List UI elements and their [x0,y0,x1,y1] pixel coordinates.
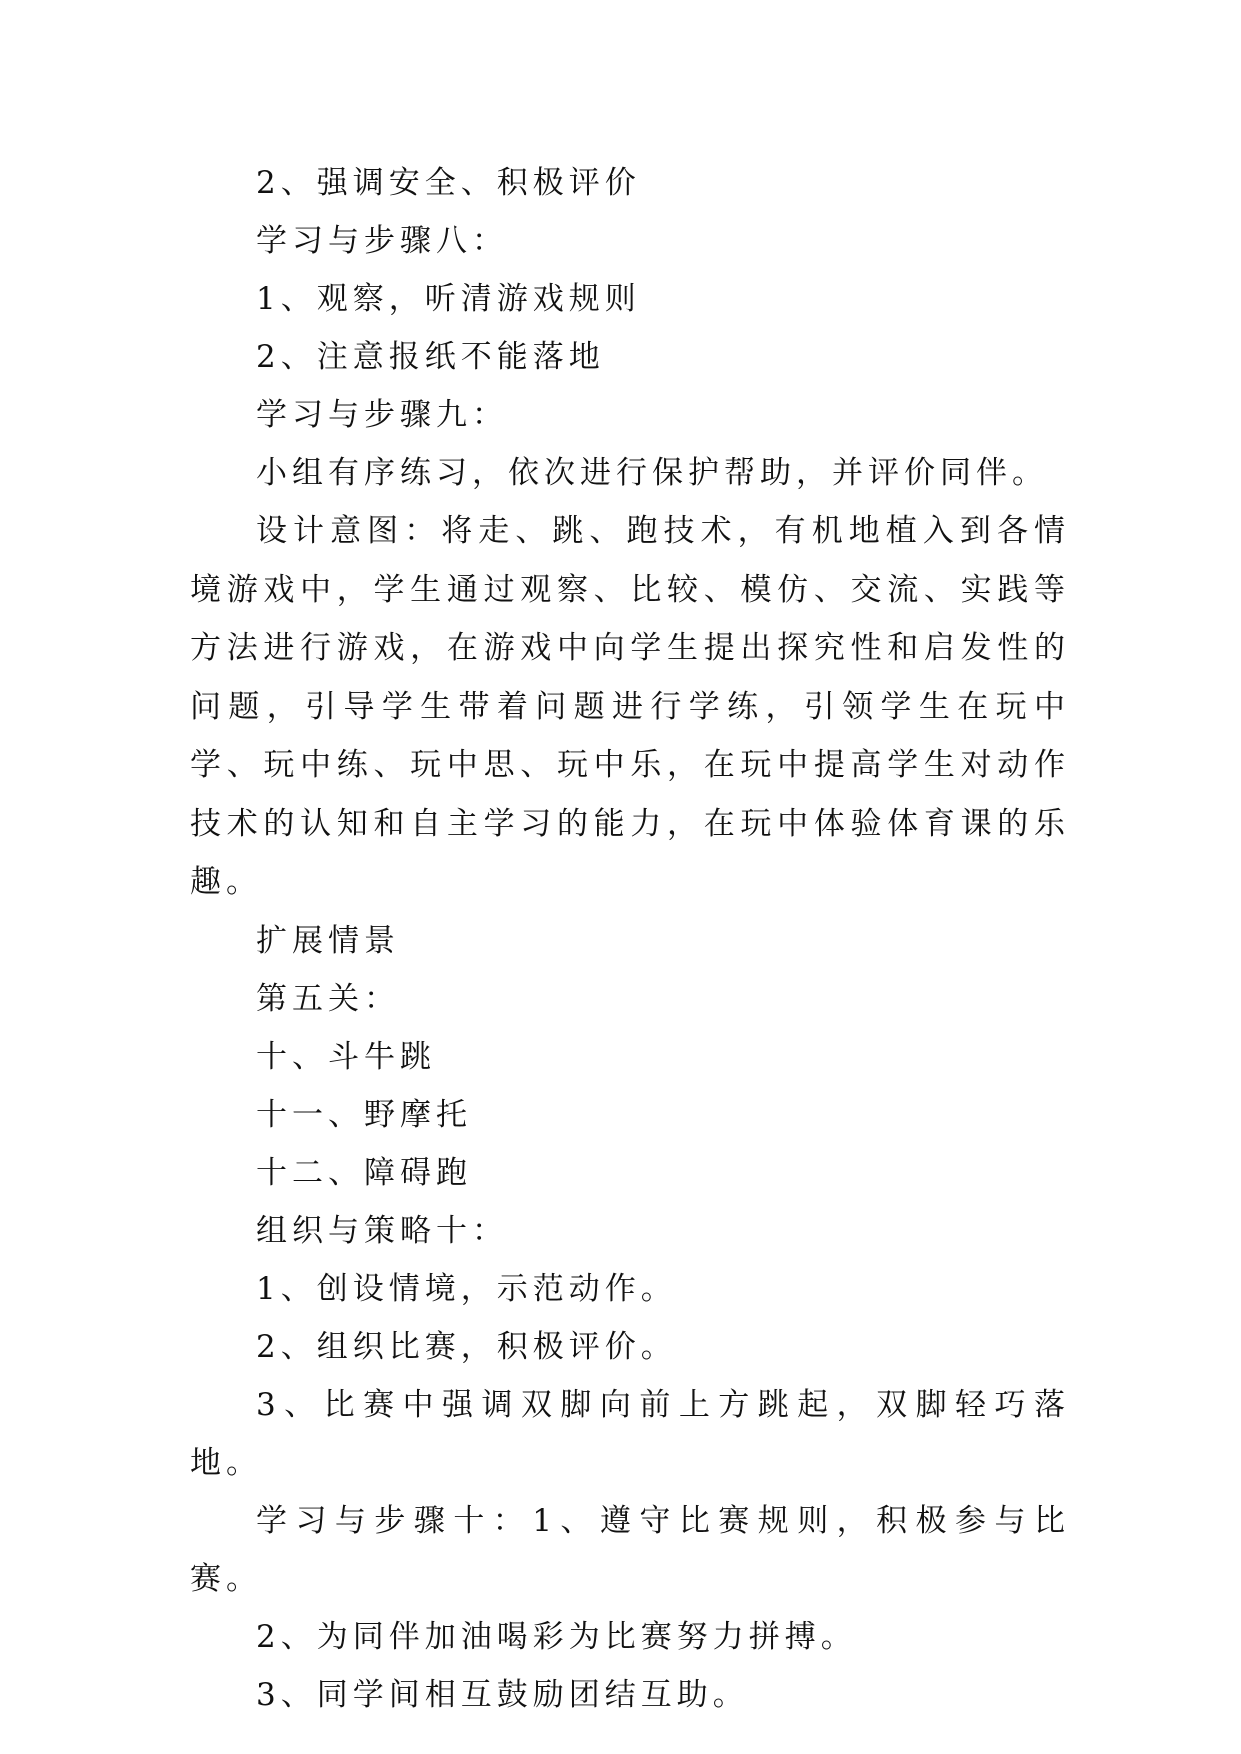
paragraph-8: 扩展情景 [256,922,400,959]
paragraph-13: 组织与策略十： [256,1212,508,1249]
paragraph-9: 第五关： [256,980,400,1017]
document-body [190,154,1070,1724]
paragraph-2: 学习与步骤八： [256,223,508,259]
paragraph-12: 十二、障碍跑 [256,1154,472,1191]
paragraph-5: 学习与步骤九： [256,397,508,433]
paragraph-10: 十、斗牛跳 [256,1038,436,1075]
paragraph-17: 学习与步骤十：1、遵守比赛规则，积极参与比赛。 [190,1502,1070,1597]
paragraph-6: 小组有序练习，依次进行保护帮助，并评价同伴。 [256,455,1048,491]
paragraph-15: 2、组织比赛，积极评价。 [256,1328,677,1365]
paragraph-14: 1、创设情境，示范动作。 [256,1270,677,1307]
paragraph-7: 设计意图：将走、跳、跑技术，有机地植入到各情境游戏中，学生通过观察、比较、模仿、交流、实践等方法进行游戏，在游戏中向学生提出探究性和启发性的问题，引导学生带着问题进行学练，引领学生在玩中学、玩中练、玩中思、玩中乐，在玩中提高学生对动作技术的认知和自主学习的能力，在玩中体验体育课的乐趣。 [190,513,1070,900]
paragraph-19: 3、同学间相互鼓励团结互助。 [256,1676,749,1713]
paragraph-18: 2、为同伴加油喝彩为比赛努力拼搏。 [256,1618,857,1655]
paragraph-11: 十一、野摩托 [256,1096,472,1133]
paragraph-16: 3、比赛中强调双脚向前上方跳起，双脚轻巧落地。 [190,1386,1070,1481]
paragraph-3: 1、观察，听清游戏规则 [256,281,641,317]
paragraph-4: 2、注意报纸不能落地 [256,339,605,375]
paragraph-1: 2、强调安全、积极评价 [256,165,641,201]
